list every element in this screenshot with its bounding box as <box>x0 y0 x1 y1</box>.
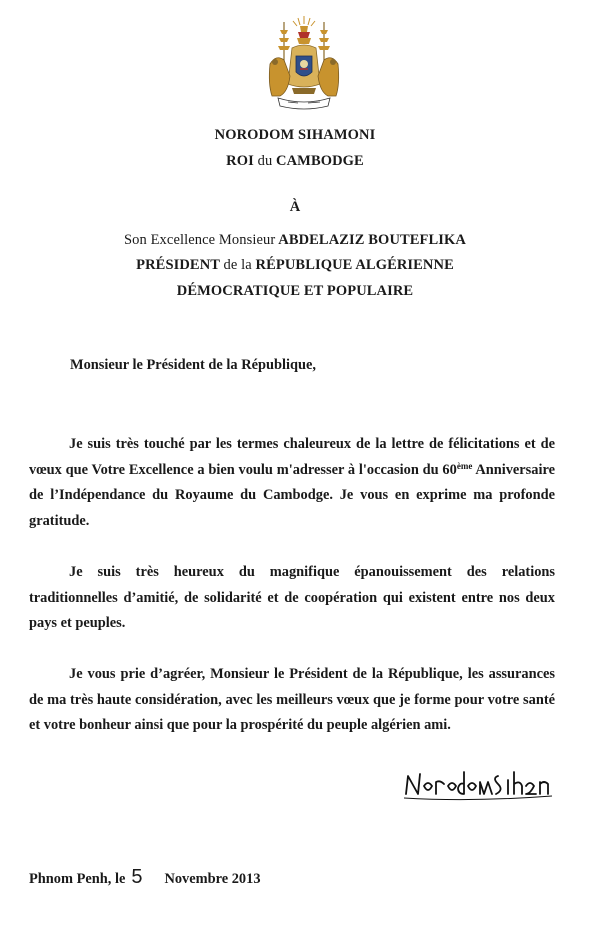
recipient-honorific: Son Excellence Monsieur <box>124 232 276 248</box>
sender-title-country: CAMBODGE <box>276 153 364 169</box>
paragraph-1 <box>29 432 555 534</box>
to-marker: À <box>289 199 301 215</box>
paragraph-3-text: Je vous prie d’agréer, Monsieur le Président de la République, les assurances de ma très haute considération, avec les meilleurs vœux que je forme pour votre santé et votre bonheur ainsi que pour la prospérité du peuple algérien ami. <box>29 666 555 733</box>
recipient-name: ABDELAZIZ BOUTEFLIKA <box>278 232 466 248</box>
dateline-month-year: Novembre 2013 <box>164 871 261 887</box>
paragraph-1-text-a: Je suis très touché par les termes chaleureux de la lettre de félicitations et de vœux que Votre Excellence a bien voulu m'adresser à l'occasion du 60 <box>29 436 555 478</box>
recipient-line-2 <box>0 257 590 274</box>
dateline-day: 5 <box>131 866 143 888</box>
handwritten-signature <box>402 768 554 802</box>
sender-name: NORODOM SIHAMONI <box>214 127 376 143</box>
recipient-title: PRÉSIDENT <box>136 257 220 273</box>
paragraph-2-text: Je suis très heureux du magnifique épanouissement des relations traditionnelles d’amitié, de solidarité et de coopération qui existent entre nos deux pays et peuples. <box>29 564 555 631</box>
salutation: Monsieur le Président de la République, <box>70 357 316 373</box>
recipient-line-3: DÉMOCRATIQUE ET POPULAIRE <box>176 283 414 299</box>
paragraph-1-text-b: Anniversaire de l’Indépendance du Royaume du Cambodge. Je vous en exprime ma profonde gratitude. <box>29 461 555 529</box>
sender-title <box>0 153 590 170</box>
dateline-place: Phnom Penh, le <box>29 871 126 887</box>
paragraph-1-superscript: ème <box>456 460 473 471</box>
recipient-country: RÉPUBLIQUE ALGÉRIENNE <box>255 257 454 273</box>
sender-title-du: du <box>257 153 273 169</box>
paragraph-2 <box>29 560 555 637</box>
sender-title-roi: ROI <box>226 153 254 169</box>
dateline <box>29 866 261 889</box>
recipient-line-1 <box>0 232 590 249</box>
recipient-title-link: de la <box>223 257 252 273</box>
royal-arms-icon <box>262 14 346 114</box>
paragraph-3 <box>29 662 555 739</box>
